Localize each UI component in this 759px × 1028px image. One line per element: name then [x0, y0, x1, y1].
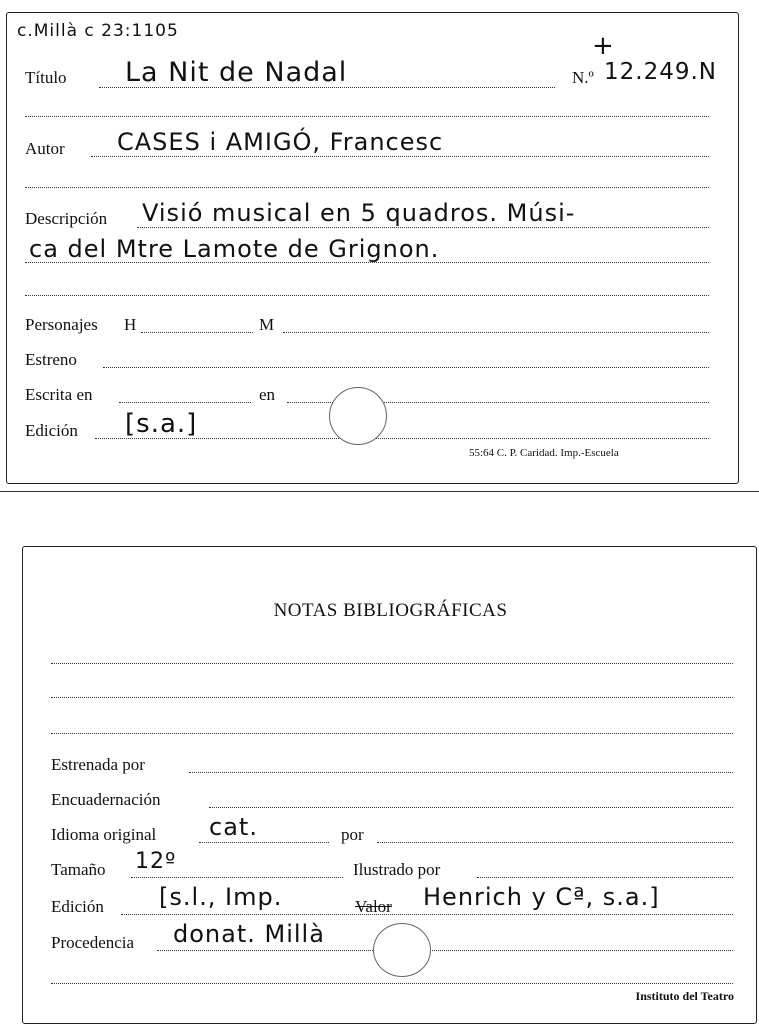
scan-divider [0, 491, 759, 492]
idioma-por-line [377, 842, 733, 843]
ilustrado-line [477, 877, 733, 878]
autor-line [91, 156, 709, 157]
idioma-label: Idioma original [51, 825, 157, 844]
descripcion-label: Descripción [25, 209, 108, 228]
procedencia-label: Procedencia [51, 933, 135, 952]
titulo-value: La Nit de Nadal [125, 57, 348, 88]
personajes-m-label: M [259, 315, 275, 334]
numero-value: 12.249.N [604, 59, 717, 85]
numero-label: N.º [572, 68, 594, 87]
printer-credit: 55:64 C. P. Caridad. Imp.-Escuela [469, 447, 619, 459]
tamano-label: Tamaño [51, 860, 106, 879]
autor-line-2 [25, 187, 709, 188]
ilustrado-label: Ilustrado por [353, 860, 441, 879]
titulo-label: Título [25, 68, 67, 87]
punch-hole [329, 387, 387, 445]
notas-line-3 [51, 733, 733, 734]
autor-label: Autor [25, 139, 65, 158]
catalog-card-front [6, 12, 739, 484]
personajes-h-line [141, 332, 253, 333]
institution-credit: Instituto del Teatro [635, 989, 734, 1003]
descripcion-line [137, 227, 709, 228]
cross-mark: + [592, 31, 615, 61]
escrita-en-label: en [259, 385, 276, 404]
notas-line-last [51, 983, 733, 984]
catalog-card-back [22, 546, 757, 1024]
notas-heading: NOTAS BIBLIOGRÁFICAS [273, 600, 508, 621]
tamano-line [131, 877, 343, 878]
escrita-line [119, 402, 251, 403]
descripcion-line-2: ca del Mtre Lamote de Grignon. [29, 235, 440, 263]
edicion-b-value-1: [s.l., Imp. [159, 883, 283, 911]
punch-hole-back [373, 923, 431, 977]
personajes-m-line [283, 332, 709, 333]
descripcion-line-1: Visió musical en 5 quadros. Músi- [142, 199, 576, 227]
edicion-value: [s.a.] [125, 409, 198, 439]
personajes-label: Personajes [25, 315, 98, 334]
titulo-line-2 [25, 116, 709, 117]
idioma-line [199, 842, 329, 843]
estrenada-label: Estrenada por [51, 755, 145, 774]
estrenada-line [189, 772, 733, 773]
edicion-b-line [121, 914, 733, 915]
idioma-value: cat. [209, 813, 258, 841]
notas-line-2 [51, 697, 733, 698]
idioma-por-label: por [341, 825, 364, 844]
escrita-label: Escrita en [25, 385, 93, 404]
tamano-value: 12º [135, 849, 177, 874]
edicion-b-label: Edición [51, 897, 104, 916]
notas-line-1 [51, 663, 733, 664]
corner-call-number: c.Millà c 23:1105 [17, 21, 179, 41]
encuadernacion-line [209, 807, 733, 808]
edicion-b-value-2: Henrich y Cª, s.a.] [423, 883, 660, 911]
edicion-label: Edición [25, 421, 78, 440]
descripcion-line-2-rule [25, 262, 709, 263]
personajes-h-label: H [124, 315, 137, 334]
encuadernacion-label: Encuadernación [51, 790, 161, 809]
procedencia-value: donat. Millà [173, 920, 325, 948]
procedencia-line [157, 950, 733, 951]
valor-label: Valor [355, 897, 392, 916]
descripcion-line-3-rule [25, 295, 709, 296]
estreno-line [103, 367, 709, 368]
autor-value: CASES i AMIGÓ, Francesc [117, 128, 444, 156]
estreno-label: Estreno [25, 350, 77, 369]
